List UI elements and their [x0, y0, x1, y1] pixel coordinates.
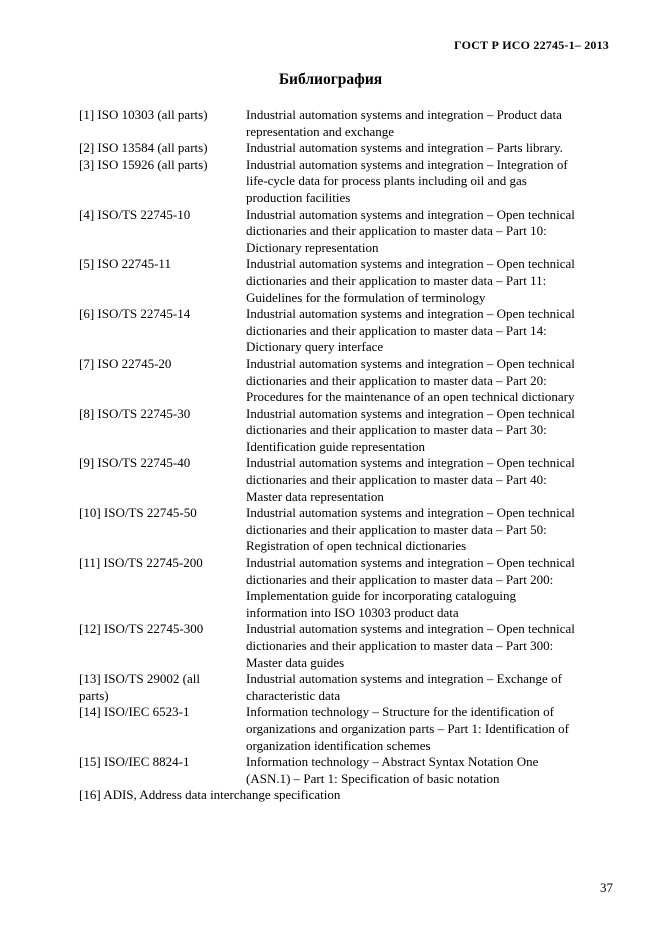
bibliography-title-line: Guidelines for the formulation of terminology — [246, 289, 486, 305]
bibliography-ref: [16] ADIS, Address data interchange specification — [79, 787, 341, 803]
page-title: Библиография — [278, 71, 383, 88]
bibliography-ref: [12] ISO/TS 22745-300 — [79, 621, 204, 637]
bibliography-ref: [5] ISO 22745-11 — [79, 256, 171, 272]
bibliography-ref: [2] ISO 13584 (all parts) — [79, 140, 208, 156]
bibliography-title — [246, 671, 619, 704]
bibliography-title-line: dictionaries and their application to master data – Part 30: — [246, 422, 547, 438]
bibliography-title-line: Master data representation — [246, 488, 384, 504]
bibliography-entry — [79, 140, 619, 157]
bibliography-title-line: Master data guides — [246, 654, 345, 670]
bibliography-ref: [1] ISO 10303 (all parts) — [79, 107, 208, 122]
bibliography-entry — [79, 157, 619, 207]
bibliography-entry — [79, 505, 619, 555]
bibliography-ref: [7] ISO 22745-20 — [79, 355, 172, 371]
bibliography-title-line: Industrial automation systems and integration – Open technical — [246, 355, 575, 371]
bibliography-title — [246, 555, 619, 621]
bibliography-title-line: Dictionary query interface — [246, 339, 384, 355]
bibliography-entry — [79, 256, 619, 306]
bibliography-ref-line: [13] ISO/TS 29002 (all — [79, 671, 200, 687]
bibliography-title-line: Industrial automation systems and integration – Open technical — [246, 555, 575, 571]
bibliography-title — [246, 107, 619, 140]
bibliography-list — [79, 107, 619, 804]
bibliography-title-line: Information technology – Abstract Syntax Notation One — [246, 754, 539, 770]
bibliography-ref: [14] ISO/IEC 6523-1 — [79, 704, 190, 720]
bibliography-title-line: Industrial automation systems and integration – Product data — [246, 107, 562, 122]
bibliography-title-line: dictionaries and their application to master data – Part 11: — [246, 272, 547, 288]
bibliography-ref: [10] ISO/TS 22745-50 — [79, 505, 197, 521]
bibliography-ref: [11] ISO/TS 22745-200 — [79, 555, 203, 571]
standard-code-header: ГОСТ Р ИСО 22745-1– 2013 — [454, 38, 609, 52]
bibliography-title — [246, 621, 619, 671]
bibliography-title-line: characteristic data — [246, 687, 341, 703]
bibliography-title-line: organizations and organization parts – Part 1: Identification of — [246, 720, 569, 736]
bibliography-title-line: dictionaries and their application to master data – Part 40: — [246, 472, 547, 488]
bibliography-title — [246, 207, 619, 257]
bibliography-title — [246, 157, 619, 207]
bibliography-title-line: Industrial automation systems and integration – Exchange of — [246, 671, 562, 687]
page-number: 37 — [600, 880, 613, 895]
bibliography-ref: [15] ISO/IEC 8824-1 — [79, 754, 190, 770]
bibliography-entry — [79, 455, 619, 505]
bibliography-title-line: representation and exchange — [246, 123, 394, 139]
bibliography-ref: [6] ISO/TS 22745-14 — [79, 306, 191, 322]
bibliography-ref — [79, 671, 246, 704]
bibliography-title — [246, 140, 619, 157]
bibliography-title-line: Procedures for the maintenance of an open technical dictionary — [246, 389, 575, 405]
bibliography-title-line: Industrial automation systems and integration – Open technical — [246, 621, 575, 637]
bibliography-title — [246, 306, 619, 356]
bibliography-title-line: dictionaries and their application to master data – Part 20: — [246, 372, 547, 388]
bibliography-entry — [79, 621, 619, 671]
bibliography-title-line: life-cycle data for process plants including oil and gas — [246, 173, 527, 189]
bibliography-entry — [79, 207, 619, 257]
bibliography-title-line: dictionaries and their application to master data – Part 200: — [246, 571, 554, 587]
bibliography-title-line: Registration of open technical dictionaries — [246, 538, 467, 554]
bibliography-title-line: dictionaries and their application to master data – Part 300: — [246, 638, 554, 653]
bibliography-ref: [8] ISO/TS 22745-30 — [79, 405, 191, 421]
bibliography-title — [246, 754, 619, 787]
bibliography-entry — [79, 555, 619, 621]
bibliography-title-line: Industrial automation systems and integration – Parts library. — [246, 140, 563, 156]
bibliography-entry — [79, 704, 619, 754]
bibliography-title-line: Industrial automation systems and integration – Open technical — [246, 455, 575, 471]
bibliography-title-line: dictionaries and their application to master data – Part 14: — [246, 322, 547, 338]
bibliography-entry — [79, 306, 619, 356]
bibliography-title-line: Industrial automation systems and integration – Open technical — [246, 206, 575, 222]
bibliography-title — [246, 356, 619, 406]
bibliography-title-line: organization identification schemes — [246, 737, 431, 753]
bibliography-title-line: Industrial automation systems and integration – Integration of — [246, 156, 568, 172]
bibliography-title — [246, 406, 619, 456]
bibliography-title-line: Identification guide representation — [246, 438, 426, 454]
bibliography-title-line: Industrial automation systems and integration – Open technical — [246, 505, 575, 521]
bibliography-ref: [3] ISO 15926 (all parts) — [79, 156, 208, 172]
bibliography-entry — [79, 356, 619, 406]
bibliography-title-line: dictionaries and their application to master data – Part 10: — [246, 223, 547, 239]
bibliography-entry — [79, 787, 619, 804]
bibliography-title — [246, 256, 619, 306]
bibliography-ref: [9] ISO/TS 22745-40 — [79, 455, 191, 471]
bibliography-entry — [79, 671, 619, 704]
bibliography-title-line: Industrial automation systems and integration – Open technical — [246, 256, 575, 272]
bibliography-title-line: production facilities — [246, 189, 351, 205]
bibliography-title-line: Industrial automation systems and integration – Open technical — [246, 405, 575, 421]
bibliography-ref: [4] ISO/TS 22745-10 — [79, 206, 191, 222]
bibliography-title-line: Information technology – Structure for the identification of — [246, 704, 554, 720]
bibliography-title — [246, 704, 619, 754]
bibliography-ref-line: parts) — [79, 687, 109, 703]
bibliography-title-line: (ASN.1) – Part 1: Specification of basic notation — [246, 770, 500, 786]
bibliography-title — [246, 505, 619, 555]
bibliography-entry — [79, 406, 619, 456]
bibliography-title-line: information into ISO 10303 product data — [246, 604, 459, 620]
bibliography-title-line: dictionaries and their application to master data – Part 50: — [246, 521, 547, 537]
bibliography-title-line: Dictionary representation — [246, 239, 379, 255]
bibliography-title-line: Industrial automation systems and integration – Open technical — [246, 306, 575, 322]
bibliography-entry — [79, 107, 619, 140]
bibliography-entry — [79, 754, 619, 787]
bibliography-title-line: Implementation guide for incorporating cataloguing — [246, 588, 517, 604]
bibliography-title — [246, 455, 619, 505]
